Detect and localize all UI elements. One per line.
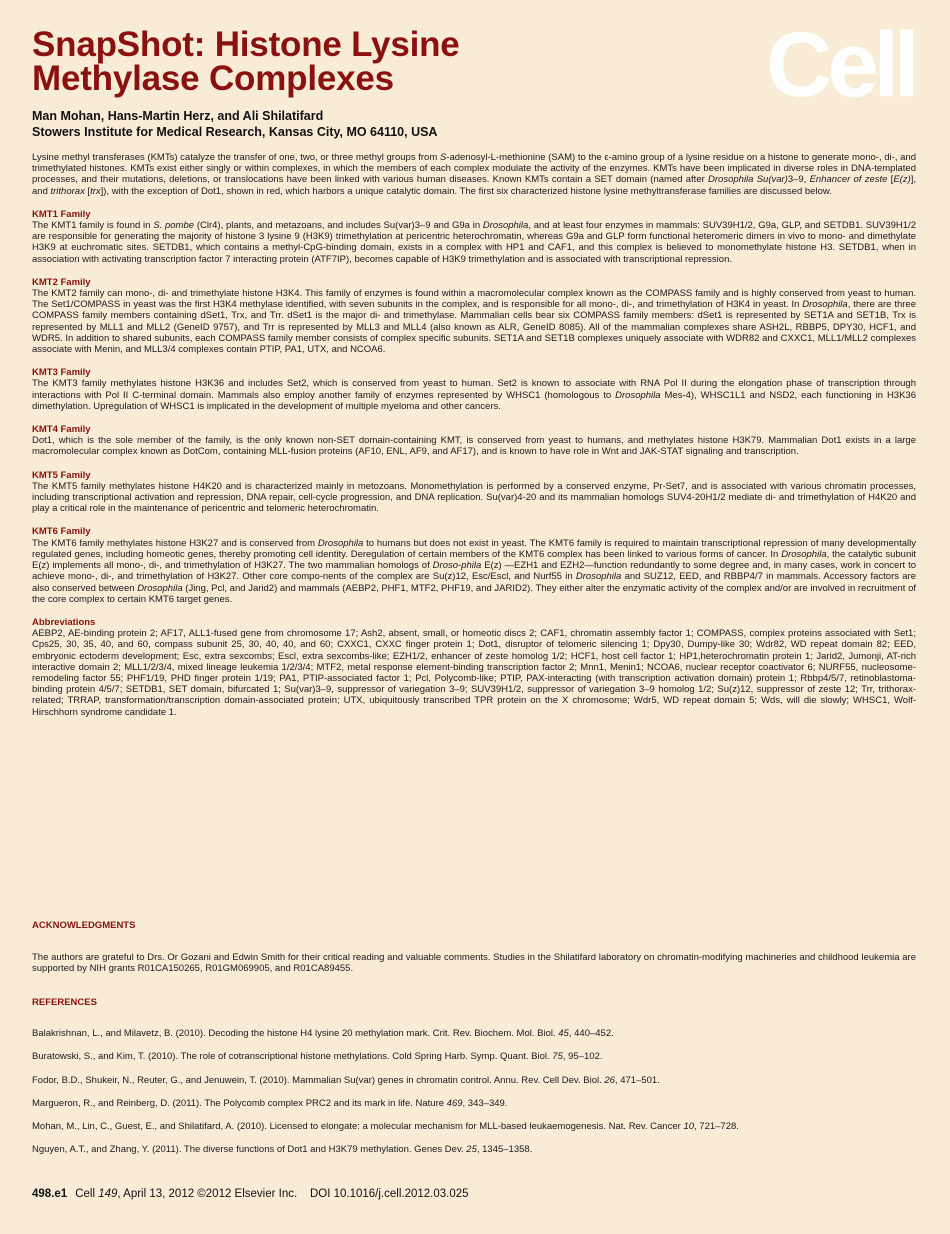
references-section (32, 997, 916, 1155)
section-body: The KMT2 family can mono-, di- and trimethylate histone H3K4. This family of enzymes is found within a macromolecular complex known as the COMPASS family and is highly conserved from yeast to human. The Set1/COMPASS in yeast was the first H3K4 methylase identified, with seven subunits in the complex, and is responsible for all mono-, di-, and trimethylation of H3K4 in yeast. In Drosophila, there are three COMPASS family members containing dSet1, Trx, and Trr. dSet1 is the major di- and trimethylase. Mammalian cells bear six COMPASS family members: dSet1 is represented by SET1A and SET1B, Trx is represented by MLL1 and MLL2 (GeneID 9757), and Trr is represented by MLL3 and MLL4 (also known as ALR, GeneID 8085). All of the mammalian complexes share ASH2L, RBBP5, DPY30, HCF1, and WDR5. In addition to shared subunits, each COMPASS family member consists of complex specific subunits. SET1A and SET1B complexes uniquely associate with WDR82 and CXXC1, MLL1/MLL2 complexes associate with Menin, and MLL3/4 complexes contain PTIP, PA1, UTX, and NCOA6. (32, 288, 916, 356)
section-kmt2-family (32, 277, 916, 355)
section-body: AEBP2, AE-binding protein 2; AF17, ALL1-fused gene from chromosome 17; Ash2, absent, small, or homeotic discs 2; CAF1, chromatin assembly factor 1; COMPASS, complex proteins associated with Set1; Cps25, 30, 35, 40, and 60, compass subunit 25, 30, 40, 40, and 60; CXXC1, CXXC finger protein 1; Dot1, disruptor of telomeric silencing 1; Dpy30, Dumpy-like 30; Wdr82, WD repeat domain 82; EED, embryonic ectoderm development; Esc, extra sexcombs; Escl, extra sexcombs-like; EZH1/2, enhancer of zeste homolog 1/2; HCF1, host cell factor 1; HP1,heterochromatin protein 1; Jarid2, Jumonji, AT-rich interactive domain 2; MLL1/2/3/4, mixed lineage leukemia 1/2/3/4; MTF2, metal response element-binding transcription factor 2; Mnn1, Menin1; NCOA6, nuclear receptor coactivator 6; NURF55, nucleosome-remodeling factor 55; PHF1/19, PHD finger protein 1/19; PA1, PTIP-associated factor 1; Pcl, Polycomb-like; PTIP, PAX-interacting (with transcription activation domain) protein 1; Rbbp4/5/7, retinoblastoma-binding protein 4/5/7; SETDB1, SET domain, bifurcated 1; Su(var)3–9, suppressor of variegation 3–9; SUV39H1/2, suppressor of variegation 3–9 homolog 1/2; Su(z)12, suppressor of zeste 12; Trr, trithorax-related; TRRAP, transformation/transcription domain-associated protein; UTX, ubiquitously transcribed TPR protein on the X chromosome; Wdr5, WD repeat domain 5; Wds, will die slowly; WHSC1, Wolf-Hirschhorn syndrome candidate 1. (32, 628, 916, 718)
acknowledgments-heading: ACKNOWLEDGMENTS (32, 920, 136, 931)
section-heading: KMT5 Family (32, 469, 91, 481)
acknowledgments-section (32, 920, 916, 975)
reference-item: Margueron, R., and Reinberg, D. (2011). The Polycomb complex PRC2 and its mark in life. Nature 469, 343–349. (32, 1097, 508, 1109)
reference-item: Balakrishnan, L., and Milavetz, B. (2010). Decoding the histone H4 lysine 20 methylation mark. Crit. Rev. Biochem. Mol. Biol. 45, 440–452. (32, 1028, 614, 1040)
reference-list (32, 1028, 916, 1155)
authors: Man Mohan, Hans-Martin Herz, and Ali Shilatifard (32, 109, 324, 123)
citation-volume: 149 (98, 1188, 118, 1200)
main-text (32, 152, 916, 718)
affiliation: Stowers Institute for Medical Research, Kansas City, MO 64110, USA (32, 125, 438, 139)
section-body: The KMT5 family methylates histone H4K20 and is characterized mainly in metozoans. Monomethylation is performed by a conserved enzyme, Pr-Set7, and is associated with various chromatin processes, including transcriptional activation and repression, DNA repair, cell-cycle progression, and DNA replication. Su(var)4-20 and its mammalian homologs SUV4-20H1/2 mediate di- and trimethylation of H4K20 and play a critical role in the maintenance of pericentric and telomeric heterochromatin. (32, 480, 916, 515)
section-kmt6-family (32, 526, 916, 604)
citation-prefix: Cell (75, 1188, 99, 1200)
section-body: The KMT1 family is found in S. pombe (Clr4), plants, and metazoans, and includes Su(var)3–9 and G9a in Drosophila, and at least four enzymes in mammals: SUV39H1/2, G9a, GLP, and SETDB1. SUV39H1/2 are responsible for generating the majority of histone 3 lysine 9 (H3K9) trimethylation at pericentric heterochromatin, whereas G9a and GLP form functional heteromeric dimers in vivo to mono- and dimethylate H3K9 at euchromatic sites. SETDB1, which contains a methyl-CpG-binding domain, exists in a complex with HP1 and CAF1, and this complex is believed to monomethylate histone H3. SETDB1, when in association with activating transcription factor 7 interacting protein (ATF7IP), becomes capable of H3K9 trimethylation and is associated with transcriptional repression. (32, 220, 916, 265)
reference-item: Buratowski, S., and Kim, T. (2010). The role of cotranscriptional histone methylations. Cold Spring Harb. Symp. Quant. Biol. 75, 95–102. (32, 1051, 603, 1063)
section-heading: KMT6 Family (32, 526, 91, 538)
references-heading: REFERENCES (32, 997, 97, 1008)
section-heading: Abbreviations (32, 616, 96, 628)
page-footer (32, 1188, 469, 1200)
title-line-2: Methylase Complexes (32, 59, 394, 98)
reference-item: Mohan, M., Lin, C., Guest, E., and Shilatifard, A. (2010). Licensed to elongate: a molecular mechanism for MLL-based leukaemogenesis. Nat. Rev. Cancer 10, 721–728. (32, 1121, 739, 1133)
page-number: 498.e1 (32, 1188, 68, 1200)
section-heading: KMT1 Family (32, 208, 91, 220)
section-body: Dot1, which is the sole member of the family, is the only known non-SET domain-containing KMT, is conserved from yeast to humans, and methylates histone H3K79. Mammalian Dot1 exists in a large macromolecular complex known as DotCom, containing MLL-fusion proteins (AF10, ENL, AF9, and AF17), and is known to have role in Wnt and JAK-STAT signaling and transcription. (32, 435, 916, 458)
author-block (32, 108, 732, 140)
section-kmt3-family (32, 367, 916, 412)
section-abbreviations (32, 617, 916, 718)
reference-item: Nguyen, A.T., and Zhang, Y. (2011). The diverse functions of Dot1 and H3K79 methylation. Genes Dev. 25, 1345–1358. (32, 1144, 533, 1156)
section-kmt1-family (32, 209, 916, 265)
sections-container (32, 209, 916, 718)
section-heading: KMT3 Family (32, 367, 91, 379)
section-body: The KMT6 family methylates histone H3K27 and is conserved from Drosophila to humans but does not exist in yeast. The KMT6 family is required to maintain transcriptional repression of many developmentally regulated genes, including homeotic genes, thereby promoting cell identity. Deregulation of certain members of the KMT6 complex has been linked to various forms of cancer. In Drosophila, the catalytic subunit E(z) implements all mono-, di-, and trimethylation of H3K27. The two mammalian homologs of Droso-phila E(z) —EZH1 and EZH2—function redundantly to some degree and, in many cases, work in concert to achieve mono-, di-, and trimethylation of H3K27. Other core compo-nents of the complex are Su(z)12, Esc/Escl, and Nurf55 in Drosophila and SUZ12, EED, and RBBP4/7 in mammals. Accessory factors are also conserved between Drosophila (Jing, Pcl, and Jarid2) and mammals (AEBP2, PHF1, MTF2, PHF19, and JARID2). They either alter the enzymatic activity of the complex and/or are involved in recruitment of the core complex to certain KMT6 target genes. (32, 537, 917, 605)
citation-rest: , April 13, 2012 ©2012 Elsevier Inc. DOI 10.1016/j.cell.2012.03.025 (117, 1188, 469, 1200)
acknowledgments-text: The authors are grateful to Drs. Or Gozani and Edwin Smith for their critical reading and valuable comments. Studies in the Shilatifard laboratory on chromatin-modifying machineries and childhood leukemia are supported by NIH grants R01CA150265, R01GM069905, and R01CA89455. (32, 952, 916, 975)
section-heading: KMT4 Family (32, 424, 91, 436)
section-kmt4-family (32, 424, 916, 458)
page-title (32, 25, 732, 98)
section-body: The KMT3 family methylates histone H3K36 and includes Set2, which is conserved from yeast to human. Set2 is known to associate with RNA Pol II during the elongation phase of transcription through interactions with Pol II C-terminal domain. Mammals also employ another family of enzymes represented by WHSC1 (homologous to Drosophila Mes-4), WHSC1L1 and NSD2, each functioning in H3K36 dimethylation. Upregulation of WHSC1 is implicated in the development of multiple myeloma and other cancers. (32, 378, 916, 412)
section-kmt5-family (32, 470, 916, 515)
section-heading: KMT2 Family (32, 276, 91, 288)
reference-item: Fodor, B.D., Shukeir, N., Reuter, G., and Jenuwein, T. (2010). Mammalian Su(var) genes in chromatin control. Annu. Rev. Cell Dev. Biol. 26, 471–501. (32, 1074, 660, 1086)
title-line-1: SnapShot: Histone Lysine (32, 25, 460, 64)
intro-paragraph: Lysine methyl transferases (KMTs) catalyze the transfer of one, two, or three methyl groups from S-adenosyl-L-methionine (SAM) to the ε-amino group of a lysine residue on a histone to generate mono-, di-, and trimethylated histones. KMTs exist either singly or within complexes, in which the members of each complex modulate the activity of the enzymes. KMTs have been implicated in diverse roles in DNA-templated processes, and their mutations, deletions, or translocations have been linked with various human diseases. Known KMTs contain a SET domain (named after Drosophila Su(var)3–9, Enhancer of zeste [E(z)], and trithorax [trx]), with the exception of Dot1, shown in red, which harbors a unique catalytic domain. The first six characterized histone lysine methyltransferase families are discussed below. (32, 152, 917, 197)
cell-logo: Cell (766, 14, 915, 116)
